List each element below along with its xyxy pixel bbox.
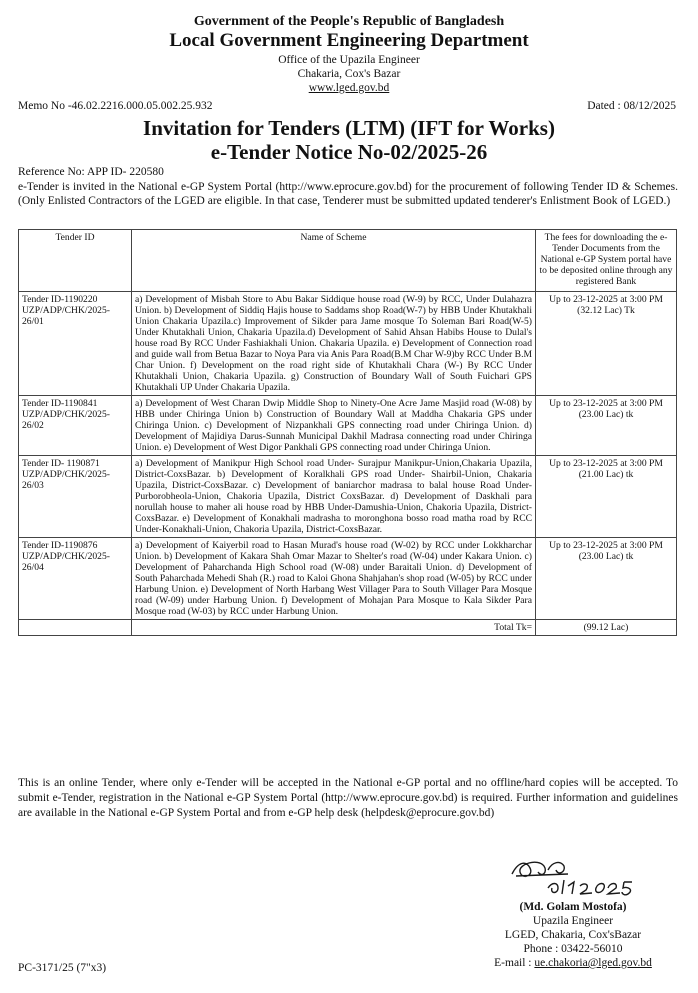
header-tender-id: Tender ID [19,230,132,292]
signatory-designation: Upazila Engineer [532,915,614,927]
fee-amount: (23.00 Lac) tk [578,551,634,562]
fee-deadline: Up to 23-12-2025 at 3:00 PM [549,540,663,551]
total-empty-cell [19,620,132,636]
eprocure-link[interactable]: http://www.eprocure.gov.bd [279,181,408,193]
memo-number: Memo No -46.02.2216.000.05.002.25.932 [18,100,213,112]
footer-paragraph [18,776,678,821]
reference-number: Reference No: APP ID- 220580 [18,166,164,178]
fee-amount: (23.00 Lac) tk [578,409,634,420]
fee-cell [536,538,677,620]
scheme-cell: a) Development of Manikpur High School road Under- Surajpur Manikpur-Union,Chakaria Upazila, District-CoxsBazar. b) Development of Koralkhali GPS road Under- Shairbil-Union, Chakaria Upazila, District-CoxsBazar. c) Development of baniarchor madrasa to balal house Road Under- Purborobheola-Union, Chakoria Upazila, District CoxsBazar. d) Development of Daskhali para norullah house to maher ali house road by HBB Under-Damushia-Union, Chakoria Upazila, District-CoxsBazar. e) Development of Konakhali madrasha to moronghona bosso road matha road by RCC Under-Konakhali-Union, Chakoria Upazila, District-CoxsBazar. [132,456,536,538]
fee-cell [536,292,677,396]
header-fees: The fees for downloading the e-Tender Documents from the National e-GP System portal have to be deposited online through any registered Bank [536,230,677,292]
scheme-cell: a) Development of West Charan Dwip Middle Shop to Ninety-One Acre Jame Masjid road (W-08) by HBB under Chiringa Union b) Construction of Boundary Wall at Maddha Chakaria GPS under Chiringa Union. c) Development of Nizpankhali GPS connecting road under Chiringa Union. d) Development of Majidiya Darus-Sunnah Municipal Dakhil Madrasa connecting road under Chiringa Union. e) Development of West Digor Pankhali GPS connecting road under Chiringa Union. [132,396,536,456]
fee-deadline: Up to 23-12-2025 at 3:00 PM [549,294,663,305]
tender-id-cell [19,456,132,538]
table-row [19,292,677,396]
scheme-cell: a) Development of Misbah Store to Abu Bakar Siddique house road (W-9) by RCC, Under Dulahazra Union. b) Development of Siddiq Hajis house to Saddams shop Road(W-7) by HBB Under Khutakhali Union Chakaria Upazila.c) Improvement of Sikder para Jame mosque To Soleman Bari Road(W-5) Under Khutakhali Union, Chakaria Upazila.d) Development of Sahid Ahsan Habibs House to Dulal's house road By RCC Under Fashiakhali Union. Chakaria Upazila. e) Development of Connection road and guide wall from Betua Bazar to Noya Para via Anis Para Road(B.M Char W-9)by RCC Under B.M Char Union. f) Development on the road right side of Khutakhali Chara (W-) By RCC Under Khutakhali Union, Chakaria Upazila. g) Construction of Boundary Wall of South Fuichari GPS Khutakhali UP Under Chakaria Upazila. [132,292,536,396]
scheme-cell: a) Development of Kaiyerbil road to Hasan Murad's house road (W-02) by RCC under Lokkharchar Union. b) Development of Kakara Shah Omar Mazar to Shelter's road (W-04) under Kakara Union. c) Development of Paharchanda High School road (W-08) under Baraitali Union. d) Development of South Paharchada Mehedi Shah (R.) road to Kaloi Ghona Shahjahan's shop road (W-05) by RCC under Harbung Union. e) Development of North Harbang West Villager Para to South Villager Para Mosque road (W-09) under Harbung Union. f) Development of Mohajan Para Mosque to Kala Sikder Para Mosque road (W-03) by RCC under Harbung Union. [132,538,536,620]
fee-amount: (32.12 Lac) Tk [577,305,635,316]
table-row [19,538,677,620]
tender-id: Tender ID-1190876 [22,540,98,551]
print-code: PC-3171/25 (7"x3) [18,962,107,974]
tender-package: UZP/ADP/CHK/2025-26/04 [22,551,110,573]
government-heading: Government of the People's Republic of Bangladesh [193,14,505,29]
fee-deadline: Up to 23-12-2025 at 3:00 PM [549,398,663,409]
fee-cell [536,456,677,538]
signatory-phone: Phone : 03422-56010 [523,943,623,955]
tender-id: Tender ID-1190220 [22,294,98,305]
total-label: Total Tk= [132,620,536,636]
fee-cell [536,396,677,456]
notice-subtitle: e-Tender Notice No-02/2025-26 [210,140,488,164]
email-label: E-mail : [494,957,535,969]
signatory-office: LGED, Chakaria, Cox'sBazar [504,929,642,941]
tender-id-cell [19,292,132,396]
tender-id: Tender ID- 1190871 [22,458,100,469]
tender-package: UZP/ADP/CHK/2025-26/03 [22,469,110,491]
signatory-email-link[interactable]: ue.chakoria@lged.gov.bd [534,957,652,969]
tender-package: UZP/ADP/CHK/2025-26/01 [22,305,110,327]
tender-id-cell [19,538,132,620]
office-location: Chakaria, Cox's Bazar [297,68,401,80]
memo-date: Dated : 08/12/2025 [587,100,676,112]
fee-amount: (21.00 Lac) tk [578,469,634,480]
office-name: Office of the Upazila Engineer [278,54,420,66]
tender-id: Tender ID-1190841 [22,398,98,409]
eprocure-link-footer[interactable]: http://www.eprocure.gov.bd [325,792,454,804]
helpdesk-email-link[interactable]: helpdesk@eprocure.gov.bd [364,807,491,819]
website-link[interactable]: www.lged.gov.bd [308,82,390,94]
signatory-block [458,900,688,970]
tender-package: UZP/ADP/CHK/2025-26/02 [22,409,110,431]
table-row [19,396,677,456]
fee-deadline: Up to 23-12-2025 at 3:00 PM [549,458,663,469]
intro-paragraph [18,180,678,208]
total-row [19,620,677,636]
intro-text-start: e-Tender is invited in the National e-GP System Portal ( [18,181,280,193]
header-scheme: Name of Scheme [132,230,536,292]
table-row [19,456,677,538]
signatory-email-line [458,956,688,970]
tender-id-cell [19,396,132,456]
intro-text-end: ) for the procurement of following Tender ID & Schemes. (Only Enlisted Contractors of the LGED are eligible. In that case, Tenderer must be submitted updated tenderer's Enlistment Book of LGED.) [18,181,678,207]
notice-title: Invitation for Tenders (LTM) (IFT for Works) [143,116,555,140]
department-heading: Local Government Engineering Department [169,30,529,51]
handwritten-signature [508,854,638,898]
footer-text-2: ) is required. Further information and guidelines are available in the National e-GP System Portal and from e-GP help desk ( [18,792,678,819]
footer-text-3: ) [490,807,495,819]
footer-text-1: This is an online Tender, where only e-Tender will be accepted in the National e-GP portal and no offline/hard copies will be accepted. To submit e-Tender, registration in the National e-GP System Portal ( [18,777,678,804]
signatory-name: (Md. Golam Mostofa) [519,901,627,913]
table-header-row [19,230,677,292]
total-value: (99.12 Lac) [536,620,677,636]
tender-table [18,229,677,636]
